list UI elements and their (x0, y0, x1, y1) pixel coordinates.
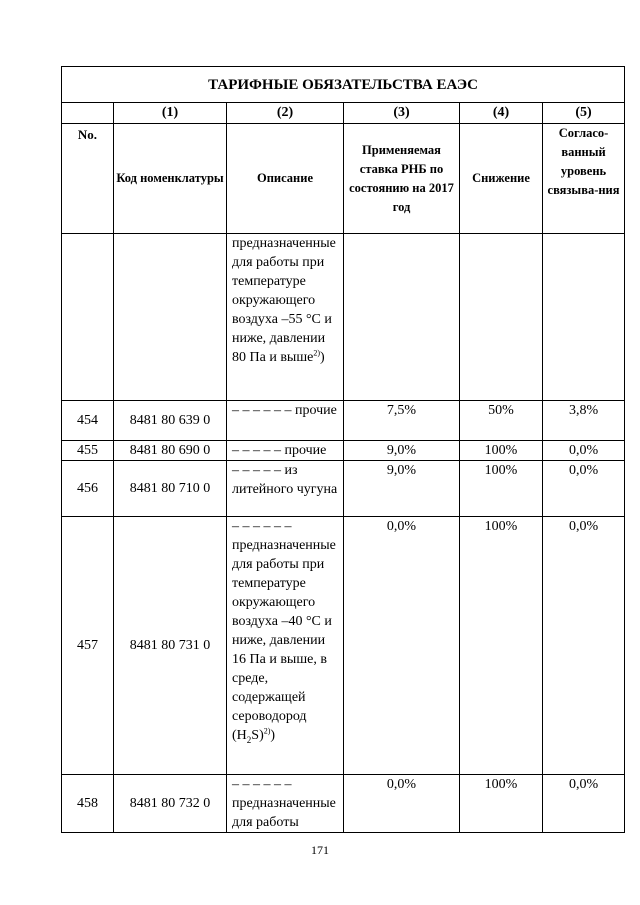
cell-reduction (460, 234, 543, 401)
cell-no: 455 (62, 441, 114, 461)
cell-bound: 3,8% (543, 401, 625, 441)
cell-reduction: 100% (460, 517, 543, 775)
cell-description (227, 517, 344, 775)
column-number-2: (2) (227, 103, 344, 124)
cell-description: – – – – – – предназначенные для работы (227, 775, 344, 833)
header-reduction: Снижение (460, 124, 543, 234)
table-row (62, 401, 625, 441)
cell-code: 8481 80 731 0 (114, 517, 227, 775)
cell-rate: 9,0% (344, 441, 460, 461)
header-code: Код номенклатуры (114, 124, 227, 234)
table-title: ТАРИФНЫЕ ОБЯЗАТЕЛЬСТВА ЕАЭС (62, 67, 625, 103)
description-text: S) (251, 728, 264, 743)
cell-no: 458 (62, 775, 114, 833)
cell-no (62, 234, 114, 401)
cell-code (114, 234, 227, 401)
header-row (62, 124, 625, 234)
cell-code: 8481 80 710 0 (114, 461, 227, 517)
cell-no: 454 (62, 401, 114, 441)
cell-bound: 0,0% (543, 461, 625, 517)
cell-rate: 9,0% (344, 461, 460, 517)
cell-reduction: 100% (460, 461, 543, 517)
description-tail: ) (320, 350, 325, 365)
cell-reduction: 50% (460, 401, 543, 441)
column-number-1: (1) (114, 103, 227, 124)
column-number-blank (62, 103, 114, 124)
subscript: 2 (246, 734, 252, 745)
table-row (62, 775, 625, 833)
cell-bound (543, 234, 625, 401)
footnote-ref: 2) (263, 726, 271, 736)
description-tail: ) (270, 728, 276, 743)
cell-no: 456 (62, 461, 114, 517)
cell-description: – – – – – прочие (227, 441, 344, 461)
cell-bound: 0,0% (543, 441, 625, 461)
column-number-4: (4) (460, 103, 543, 124)
table-row (62, 234, 625, 401)
page-number: 171 (311, 843, 329, 857)
tariff-table (61, 66, 625, 833)
cell-bound: 0,0% (543, 775, 625, 833)
cell-description: – – – – – из литейного чугуна (227, 461, 344, 517)
cell-rate: 0,0% (344, 517, 460, 775)
column-number-3: (3) (344, 103, 460, 124)
cell-code: 8481 80 690 0 (114, 441, 227, 461)
column-number-5: (5) (543, 103, 625, 124)
header-description: Описание (227, 124, 344, 234)
header-bound-rate: Согласо-ванный уровень связыва-ния (543, 124, 625, 234)
cell-no: 457 (62, 517, 114, 775)
cell-rate: 7,5% (344, 401, 460, 441)
cell-bound: 0,0% (543, 517, 625, 775)
header-no: No. (62, 124, 114, 234)
cell-code: 8481 80 732 0 (114, 775, 227, 833)
cell-reduction: 100% (460, 775, 543, 833)
table-row (62, 441, 625, 461)
description-text: – – – – – – предназначенные для работы при температуре окружающего воздуха –40 °С и ниже, давлении 16 Па и выше, в среде, содержащей сероводород (H (232, 519, 336, 743)
description-text: предназначенные для работы при температуре окружающего воздуха –55 °С и ниже, давлении 80 Па и выше (232, 236, 336, 365)
header-applied-rate: Применяемая ставка РНБ по состоянию на 2017 год (344, 124, 460, 234)
cell-code: 8481 80 639 0 (114, 401, 227, 441)
cell-rate: 0,0% (344, 775, 460, 833)
column-number-row (62, 103, 625, 124)
cell-rate (344, 234, 460, 401)
footnote-ref: 2) (313, 348, 320, 358)
cell-description (227, 234, 344, 401)
cell-reduction: 100% (460, 441, 543, 461)
table-row (62, 517, 625, 775)
cell-description: – – – – – – прочие (227, 401, 344, 441)
table-row (62, 461, 625, 517)
